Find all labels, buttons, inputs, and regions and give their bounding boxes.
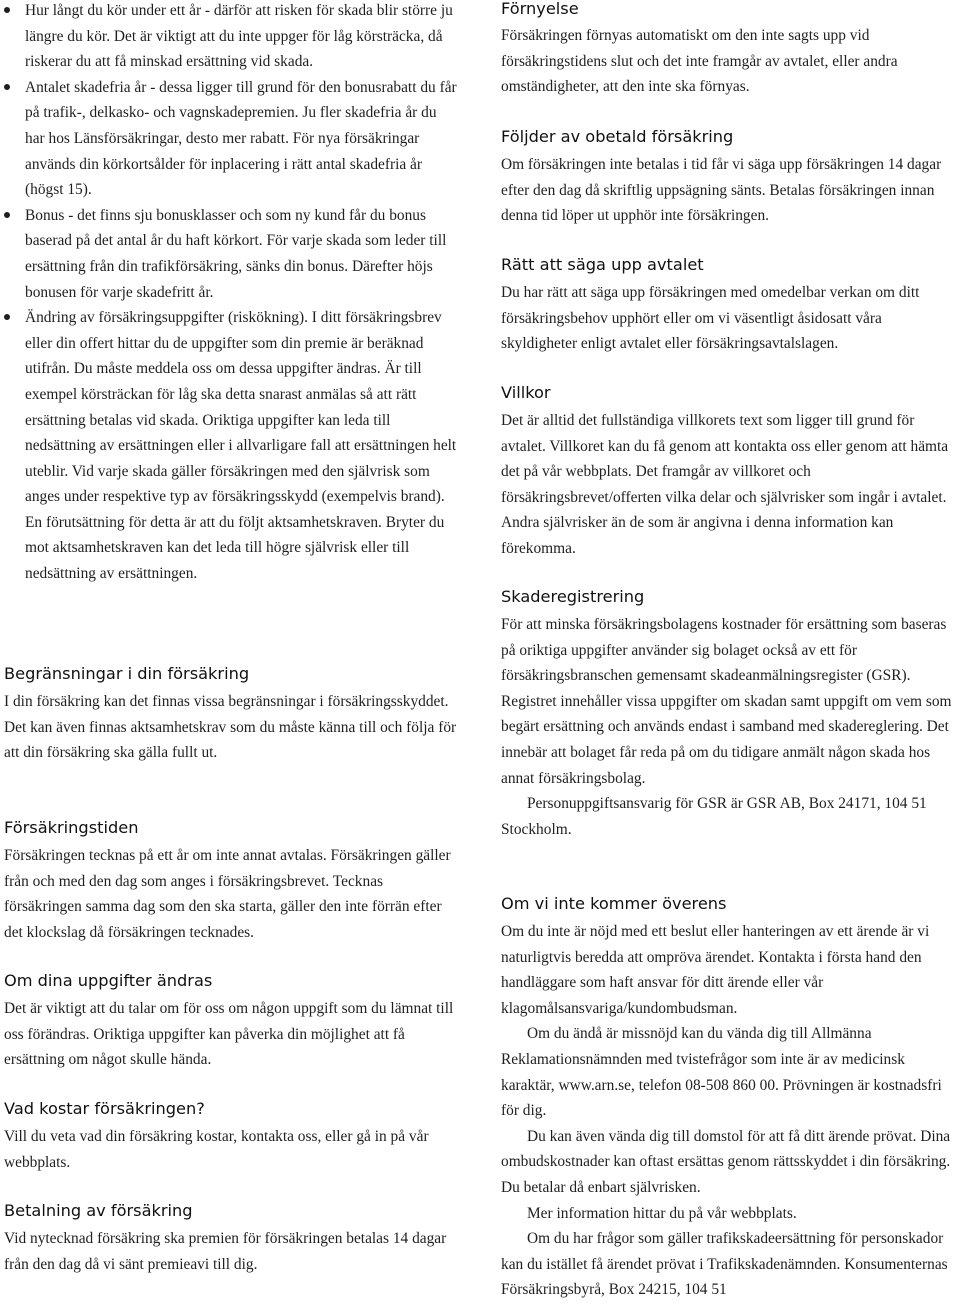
- section-heading: Rätt att säga upp avtalet: [501, 255, 704, 274]
- section-heading: Om dina uppgifter ändras: [4, 971, 213, 990]
- bullet-icon: [4, 212, 10, 218]
- section-saga-upp: [501, 254, 959, 357]
- section-heading: Begränsningar i din försäkring: [4, 664, 250, 683]
- section-paragraph: Om du har frågor som gäller trafikskadeersättning för personskador kan du istället få ärendet prövat i Trafikskadenämnden. Konsumenternas Försäkringsbyrå, Box 24215, 104 51: [501, 1230, 948, 1299]
- section-paragraph: Du kan även vända dig till domstol för att få ditt ärende prövat. Dina ombudskostnader kan oftast ersättas genom rättsskyddet i din försäkring. Du betalar då enbart självrisken.: [501, 1127, 951, 1196]
- section-skaderegistrering: [501, 586, 959, 842]
- section-fornyelse: [501, 0, 959, 100]
- section-paragraph: Om försäkringen inte betalas i tid får vi säga upp försäkringen 14 dagar efter den dag då skriftlig uppsägning sänts. Betalas försäkringen innan denna tid löper ut upphör inte försäkringen.: [501, 156, 942, 225]
- section-paragraph: Du har rätt att säga upp försäkringen med omedelbar verkan om ditt försäkringsbehov upphört eller om vi väsentligt åsidosatt våra skyldigheter enligt avtalet eller försäkringsavtalslagen.: [501, 284, 920, 353]
- bullet-icon: [4, 7, 10, 13]
- section-obetald: [501, 126, 959, 229]
- section-paragraph: För att minska försäkringsbolagens kostnader för ersättning som baseras på oriktiga uppgifter använder sig bolaget också av ett för försäkringsbranschen gemensamt skadeanmälningsregister (GSR). Registret innehåller vissa uppgifter om skadan samt uppgift om vem som begärt ersättning och används endast i samband med skadereglering. Det innebär att bolaget får reda på om du tidigare anmält någon skada hos annat försäkringsbolag.: [501, 616, 952, 787]
- section-paragraph: Försäkringen tecknas på ett år om inte annat avtalas. Försäkringen gäller från och med den dag som anges i försäkringsbrevet. Tecknas försäkringen samma dag som den ska starta, gäller den inte förrän efter det klockslag då försäkringen tecknades.: [4, 847, 451, 941]
- section-heading: Försäkringstiden: [4, 818, 139, 837]
- bullet-list: [4, 0, 460, 587]
- section-heading: Vad kostar försäkringen?: [4, 1099, 205, 1118]
- section-paragraph: Om du ändå är missnöjd kan du vända dig till Allmänna Reklamationsnämnden med tvistefrågor som inte är av medicinsk karaktär, www.arn.se, telefon 08-508 860 00. Prövningen är kostnadsfri för dig.: [501, 1025, 942, 1120]
- bullet-item: Ändring av försäkringsuppgifter (riskökning). I ditt försäkringsbrev eller din offert hittar du de uppgifter som din premie är beräknad utifrån. Du måste meddela oss om dessa uppgifter ändras. Är till exempel körsträckan för låg ska detta snarast anmälas så att rätt ersättning betalas vid skada. Oriktiga uppgifter kan leda till nedsättning av ersättningen eller i allvarligare fall att ersättningen helt uteblir. Vid varje skada gäller försäkringen med den självrisk som anges under respektive typ av försäkringsskydd (exempelvis brand). En förutsättning för detta är att du följt aktsamhetskraven. Bryter du mot aktsamhetskraven kan det leda till högre självrisk eller till nedsättning av ersättningen.: [4, 305, 460, 587]
- section-heading: Skaderegistrering: [501, 587, 645, 606]
- section-paragraph: Det är viktigt att du talar om för oss om någon uppgift som du lämnat till oss förändras. Oriktiga uppgifter kan påverka din möjlighet att få ersättning om något skulle hända.: [4, 1000, 454, 1069]
- section-heading: Förnyelse: [501, 0, 579, 18]
- bullet-item: Hur långt du kör under ett år - därför att risken för skada blir större ju längre du kör. Det är viktigt att du inte uppger för låg körsträcka, då riskerar du att få minskad ersättning vid skada.: [4, 0, 460, 75]
- bullet-icon: [4, 314, 10, 320]
- section-paragraph: I din försäkring kan det finnas vissa begränsningar i försäkringsskyddet. Det kan även finnas aktsamhetskrav som du måste känna till och följa för att din försäkring ska gälla fullt ut.: [4, 693, 457, 762]
- section-heading: Följder av obetald försäkring: [501, 127, 734, 146]
- bullet-item: Bonus - det finns sju bonusklasser och som ny kund får du bonus baserad på det antal år du haft körkort. För varje skada som leder till ersättning från din trafikförsäkring, sänks din bonus. Därefter höjs bonusen för varje skadefritt år.: [4, 203, 460, 305]
- bullet-item: Antalet skadefria år - dessa ligger till grund för den bonusrabatt du får på trafik-, delkasko- och vagnskadepremien. Ju fler skadefria år du har hos Länsförsäkringar, desto mer rabatt. För nya försäkringar används din körkortsålder för inplacering i rätt antal skadefria år (högst 15).: [4, 75, 460, 203]
- section-paragraph: Personuppgiftsansvarig för GSR är GSR AB, Box 24171, 104 51 Stockholm.: [501, 795, 927, 838]
- section-paragraph: Försäkringen förnyas automatiskt om den inte sagts upp vid försäkringstidens slut och det inte framgår av avtalet, eller andra omständigheter, att den inte ska förnyas.: [501, 27, 898, 96]
- section-betalning: [4, 1200, 460, 1277]
- section-forsakringstiden: [4, 817, 460, 945]
- bullet-icon: [4, 84, 10, 90]
- section-begransningar: [4, 663, 460, 766]
- section-paragraph: Mer information hittar du på vår webbplats.: [527, 1204, 797, 1222]
- section-paragraph: Vill du veta vad din försäkring kostar, kontakta oss, eller gå in på vår webbplats.: [4, 1128, 429, 1171]
- section-vad-kostar: [4, 1098, 460, 1175]
- section-heading: Om vi inte kommer överens: [501, 894, 727, 913]
- section-paragraph: Det är alltid det fullständiga villkorets text som ligger till grund för avtalet. Villkoret kan du få genom att kontakta oss eller genom att hämta det på vår webbplats. Det framgår av villkoret och försäkringsbrevet/offerten vilka delar och självrisker som ingår i avtalet. Andra självrisker än de som är angivna i denna information kan förekomma.: [501, 412, 949, 557]
- section-heading: Villkor: [501, 383, 551, 402]
- section-uppgifter-andras: [4, 970, 460, 1073]
- section-overens: [501, 893, 959, 1303]
- section-villkor: [501, 382, 959, 562]
- section-heading: Betalning av försäkring: [4, 1201, 193, 1220]
- left-column: [4, 0, 460, 1273]
- section-paragraph: Om du inte är nöjd med ett beslut eller hanteringen av ett ärende är vi naturligtvis beredda att ompröva ärendet. Kontakta i första hand den handläggare som haft ansvar för ditt ärende eller vår klagomålsansvariga/kundombudsman.: [501, 923, 930, 1017]
- section-paragraph: Vid nytecknad försäkring ska premien för försäkringen betalas 14 dagar från den dag då vi sänt premieavi till dig.: [4, 1230, 447, 1273]
